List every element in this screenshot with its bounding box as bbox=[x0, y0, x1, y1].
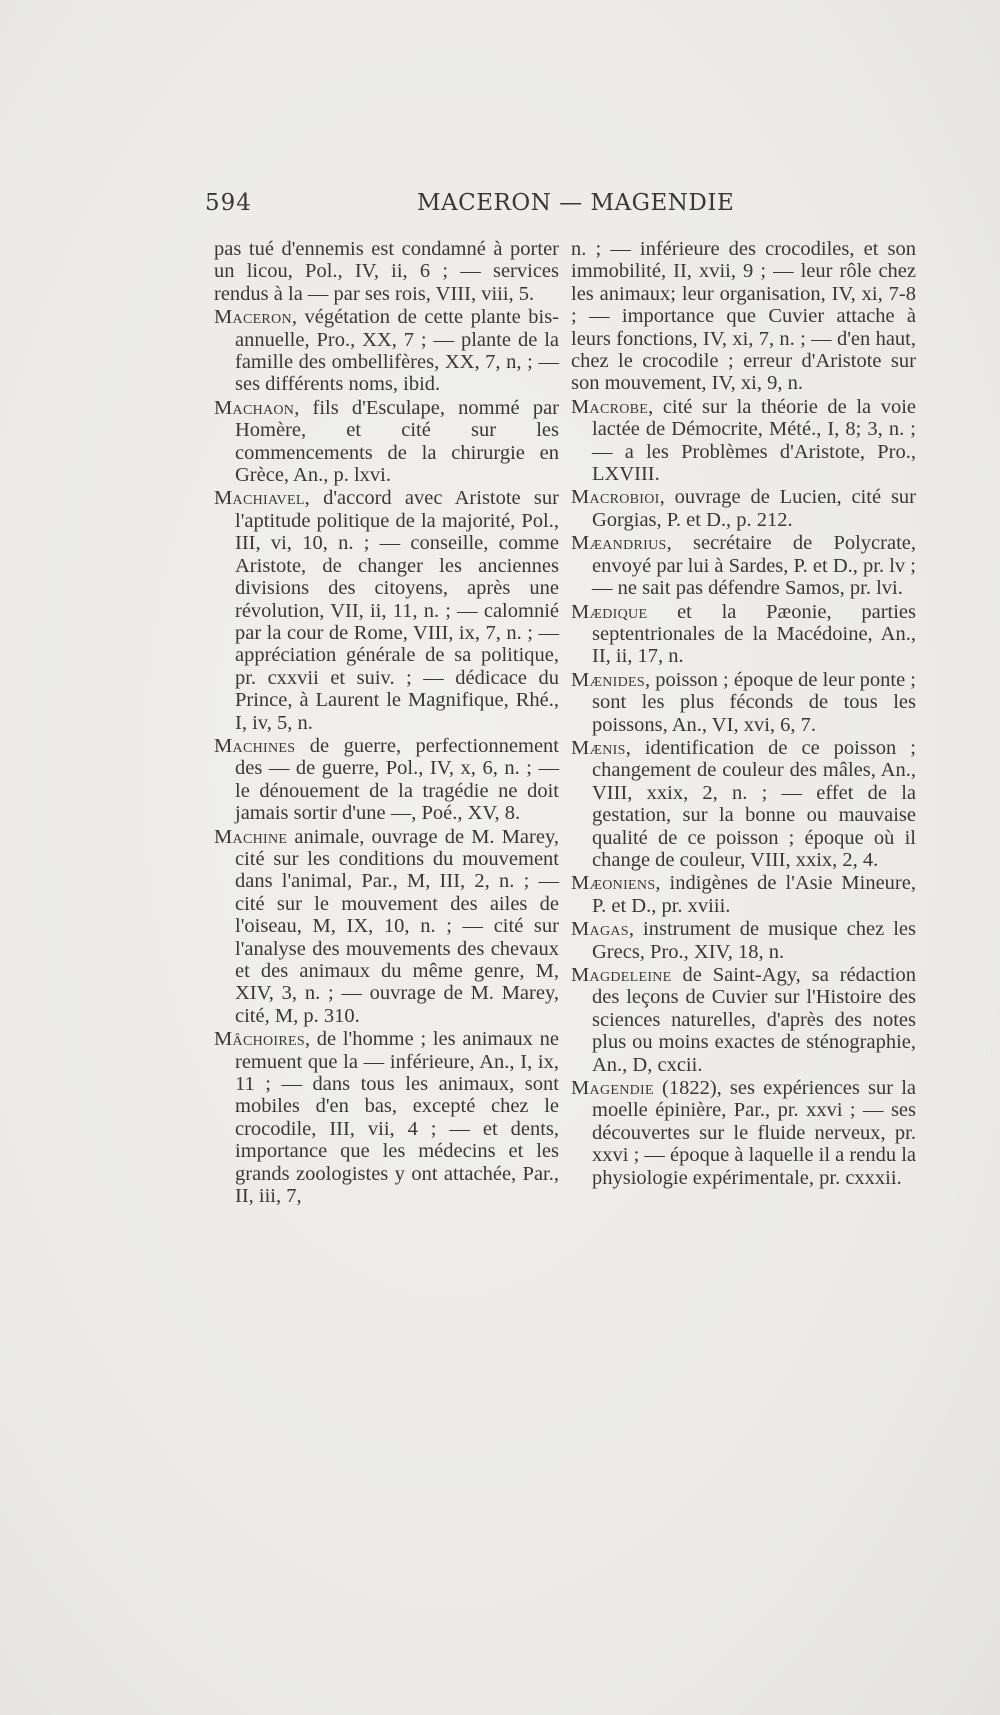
index-entry bbox=[214, 397, 559, 487]
entry-headword: Macrobioi bbox=[571, 486, 660, 509]
entry-text: , secrétaire de Polycrate, envoyé par lui à Sardes, P. et D., pr. lv ; — ne sait pas défendre Samos, pr. lvi. bbox=[592, 532, 916, 600]
entry-text: , cité sur la théorie de la voie lactée de Démocrite, Mété., I, 8; 3, n. ; — a les Problèmes d'Aristote, Pro., LXVIII. bbox=[592, 395, 916, 486]
entry-text: , d'accord avec Aristote sur l'aptitude politique de la majorité, Pol., III, vi, 10, n. ; — conseille, comme Aristote, de changer les anciennes divisions des citoyens, après une révolution, VII, ii, 11, n. ; — calomnié par la cour de Rome, VIII, ix, 7, n. ; — appréciation générale de sa politique, pr. cxxvii et suiv. ; — dédicace du Prince, à Laurent le Magnifique, Rhé., I, iv, 5, n. bbox=[235, 487, 559, 734]
entry-text: , de l'homme ; les animaux ne remuent que la — inférieure, An., I, ix, 11 ; — dans tous les animaux, sont mobiles d'en bas, excepté chez le crocodile, III, vii, 4 ; — et dents, importance que les médecins et les grands zoologistes y ont attachée, Par., II, iii, 7, bbox=[235, 1028, 559, 1208]
entry-text: et la Pæonie, parties septentrionales de la Macédoine, An., II, ii, 17, n. bbox=[592, 600, 916, 668]
entry-text: , instrument de musique chez les Grecs, Pro., XIV, 18, n. bbox=[592, 918, 916, 963]
entry-text: de Saint-Agy, sa rédaction des leçons de Cuvier sur l'Histoire des sciences naturelles, d'après des notes plus ou moins exactes de sténographie, An., D, cxcii. bbox=[592, 964, 916, 1076]
entry-text: animale, ouvrage de M. Marey, cité sur les conditions du mouvement dans l'animal, Par., M, III, 2, n. ; — cité sur le mouvement des ailes de l'oiseau, M, IX, 10, n. ; — cité sur l'analyse des mouvements des chevaux et des animaux du même genre, M, XIV, 3, n. ; — ouvrage de M. Marey, cité, M, p. 310. bbox=[235, 825, 559, 1027]
index-entry bbox=[214, 306, 559, 396]
index-entry bbox=[571, 964, 916, 1076]
entry-headword: Macrobe bbox=[571, 395, 649, 418]
entry-text: n. ; — inférieure des crocodiles, et son immobilité, II, xvii, 9 ; — leur rôle chez les animaux; leur organisation, IV, xi, 7-8 ; — importance que Cuvier attache à leurs fonctions, IV, xi, 7, n. ; — d'en haut, chez le crocodile ; erreur d'Aristote sur son mouvement, IV, xi, 9, n. bbox=[571, 238, 916, 395]
entry-headword: Mæandrius bbox=[571, 532, 667, 555]
entry-headword: Magdeleine bbox=[571, 964, 672, 986]
entry-headword: Machines bbox=[214, 734, 296, 757]
index-entry bbox=[571, 918, 916, 963]
entry-text: , indigènes de l'Asie Mineure, P. et D., pr. xviii. bbox=[592, 872, 916, 917]
index-entry bbox=[571, 532, 916, 599]
entry-headword: Machiavel bbox=[214, 487, 305, 510]
index-entry bbox=[571, 238, 916, 395]
left-column bbox=[214, 238, 559, 1208]
page-number: 594 bbox=[205, 190, 252, 216]
index-entry bbox=[571, 396, 916, 486]
index-entry bbox=[214, 487, 559, 733]
entry-headword: Mænides bbox=[571, 668, 645, 691]
entry-headword: Mæoniens bbox=[571, 872, 656, 895]
right-column bbox=[571, 238, 916, 1190]
entry-text: (1822), ses expériences sur la moelle épinière, Par., pr. xxvi ; — ses découvertes sur le fluide nerveux, pr. xxvi ; — époque à laquelle il a rendu la physiologie expérimentale, pr. cxxxii. bbox=[592, 1077, 916, 1189]
entry-headword: Magas bbox=[571, 918, 629, 941]
index-entry bbox=[571, 1077, 916, 1189]
entry-headword: Mâchoires bbox=[214, 1028, 305, 1051]
index-entry bbox=[571, 872, 916, 917]
entry-text: , identification de ce poisson ; changement de couleur des mâles, An., VIII, xxix, 2, n. ; — effet de la gestation, sur la bonne ou mauvaise qualité de ce poisson ; époque où il change de couleur, VIII, xxix, 2, 4. bbox=[592, 736, 916, 871]
entry-text: , poisson ; époque de leur ponte ; sont les plus féconds de tous les poissons, An., VI, xvi, 6, 7. bbox=[592, 668, 917, 736]
index-entry bbox=[214, 1028, 559, 1207]
index-entry bbox=[571, 669, 916, 736]
entry-text: , fils d'Esculape, nommé par Homère, et cité sur les commencements de la chirurgie en Grèce, An., p. lxvi. bbox=[235, 396, 559, 487]
entry-headword: Machaon bbox=[214, 396, 295, 419]
index-entry bbox=[571, 486, 916, 531]
entry-headword: Maceron bbox=[214, 306, 292, 329]
entry-text: , végétation de cette plante bis-annuelle, Pro., XX, 7 ; — plante de la famille des ombellifères, XX, 7, n, ; — ses différents noms, ibid. bbox=[235, 306, 559, 396]
entry-text: , ouvrage de Lucien, cité sur Gorgias, P. et D., p. 212. bbox=[592, 486, 916, 531]
entry-headword: Machine bbox=[214, 825, 288, 848]
entry-text: pas tué d'ennemis est condamné à porter un licou, Pol., IV, ii, 6 ; — services rendus à la — par ses rois, VIII, viii, 5. bbox=[214, 238, 559, 305]
index-entry bbox=[214, 238, 559, 305]
entry-headword: Magendie bbox=[571, 1077, 654, 1100]
index-entry bbox=[214, 826, 559, 1028]
entry-text: de guerre, perfectionnement des — de guerre, Pol., IV, x, 6, n. ; — le dénouement de la tragédie ne doit jamais sortir d'une —, Poé., XV, 8. bbox=[235, 734, 559, 825]
entry-headword: Mædique bbox=[571, 600, 648, 623]
page-header bbox=[205, 190, 910, 230]
entry-headword: Mænis bbox=[571, 736, 626, 759]
index-entry bbox=[571, 601, 916, 668]
index-entry bbox=[571, 737, 916, 871]
running-title: MACERON — MAGENDIE bbox=[417, 190, 735, 216]
index-entry bbox=[214, 735, 559, 825]
